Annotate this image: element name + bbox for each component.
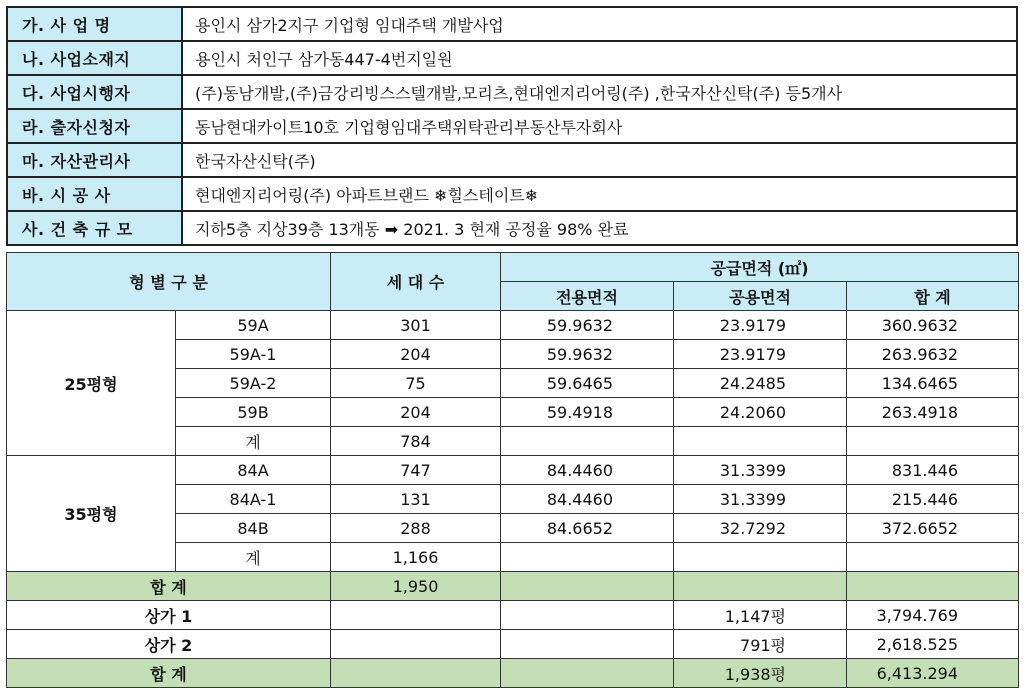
- households: 75: [331, 369, 501, 398]
- total-label: 합 계: [7, 572, 331, 601]
- shop-total-pyeong: 1,938평: [674, 659, 847, 688]
- shop-label: 상가 1: [7, 601, 331, 630]
- unit-type: 59A: [176, 311, 331, 340]
- common-area: 32.7292: [674, 514, 847, 543]
- info-value: 현대엔지리어링(주) 아파트브랜드 ❄힐스테이트❄: [182, 177, 1017, 211]
- group-name: 35평형: [7, 456, 176, 572]
- sum-area: 831.446: [847, 456, 1019, 485]
- empty-cell: [501, 630, 674, 659]
- sum-area: 215.446: [847, 485, 1019, 514]
- empty-cell: [501, 572, 674, 601]
- shop-total-row: [7, 659, 1019, 688]
- common-area: [674, 427, 847, 456]
- exclusive-area: 84.4460: [501, 485, 674, 514]
- unit-type: 84B: [176, 514, 331, 543]
- info-value: (주)동남개발,(주)금강리빙스스텔개발,모리츠,현대엔지리어링(주) ,한국자산신탁(주) 등5개사: [182, 75, 1017, 109]
- exclusive-area: 59.6465: [501, 369, 674, 398]
- header-type: 형 별 구 분: [7, 253, 331, 311]
- info-label: 다. 사업시행자: [7, 75, 182, 109]
- info-row: [7, 143, 1017, 177]
- sum-area: 372.6652: [847, 514, 1019, 543]
- shop-total-label: 합 계: [7, 659, 331, 688]
- info-label: 가. 사 업 명: [7, 7, 182, 41]
- sum-area: [847, 427, 1019, 456]
- info-row: [7, 75, 1017, 109]
- households: 301: [331, 311, 501, 340]
- info-body: [7, 7, 1017, 245]
- unit-type: 59A-2: [176, 369, 331, 398]
- info-label: 마. 자산관리사: [7, 143, 182, 177]
- households: 204: [331, 398, 501, 427]
- shop-sum: 3,794.769: [847, 601, 1019, 630]
- shop-area-pyeong: 791평: [674, 630, 847, 659]
- exclusive-area: 84.4460: [501, 456, 674, 485]
- empty-cell: [331, 630, 501, 659]
- exclusive-area: 59.9632: [501, 340, 674, 369]
- empty-cell: [501, 601, 674, 630]
- empty-cell: [331, 659, 501, 688]
- info-value: 동남현대카이트10호 기업형임대주택위탁관리부동산투자회사: [182, 109, 1017, 143]
- common-area: 24.2060: [674, 398, 847, 427]
- common-area: 23.9179: [674, 340, 847, 369]
- households: 288: [331, 514, 501, 543]
- common-area: 31.3399: [674, 456, 847, 485]
- info-value: 용인시 처인구 삼가동447-4번지일원: [182, 41, 1017, 75]
- info-row: [7, 109, 1017, 143]
- common-area: 23.9179: [674, 311, 847, 340]
- info-value: 한국자산신탁(주): [182, 143, 1017, 177]
- shop-row: [7, 630, 1019, 659]
- sum-area: 134.6465: [847, 369, 1019, 398]
- sum-area: 263.9632: [847, 340, 1019, 369]
- unit-type: 계: [176, 427, 331, 456]
- shop-row: [7, 601, 1019, 630]
- project-info-table: [6, 6, 1018, 246]
- header-households: 세 대 수: [331, 253, 501, 311]
- exclusive-area: 59.4918: [501, 398, 674, 427]
- unit-type: 계: [176, 543, 331, 572]
- info-value: 지하5층 지상39층 13개동 ➡ 2021. 3 현재 공정율 98% 완료: [182, 211, 1017, 245]
- shop-total-sum: 6,413.294: [847, 659, 1019, 688]
- shop-sum: 2,618.525: [847, 630, 1019, 659]
- common-area: 31.3399: [674, 485, 847, 514]
- empty-cell: [674, 572, 847, 601]
- total-households: 1,950: [331, 572, 501, 601]
- info-label: 사. 건 축 규 모: [7, 211, 182, 245]
- grand-total-row: [7, 572, 1019, 601]
- header-supply-area: 공급면적 (㎡): [501, 253, 1019, 282]
- header-exclusive-area: 전용면적: [501, 282, 674, 311]
- info-row: [7, 41, 1017, 75]
- households: 784: [331, 427, 501, 456]
- sum-area: 360.9632: [847, 311, 1019, 340]
- households: 131: [331, 485, 501, 514]
- households: 1,166: [331, 543, 501, 572]
- shop-area-pyeong: 1,147평: [674, 601, 847, 630]
- unit-area-table: [6, 252, 1019, 688]
- empty-cell: [501, 659, 674, 688]
- households: 204: [331, 340, 501, 369]
- header-sum: 합 계: [847, 282, 1019, 311]
- info-row: [7, 211, 1017, 245]
- exclusive-area: [501, 543, 674, 572]
- common-area: [674, 543, 847, 572]
- info-label: 나. 사업소재지: [7, 41, 182, 75]
- sum-area: 263.4918: [847, 398, 1019, 427]
- info-label: 라. 출자신청자: [7, 109, 182, 143]
- exclusive-area: 59.9632: [501, 311, 674, 340]
- shop-label: 상가 2: [7, 630, 331, 659]
- detail-body: [7, 253, 1019, 688]
- empty-cell: [847, 572, 1019, 601]
- sum-area: [847, 543, 1019, 572]
- info-row: [7, 177, 1017, 211]
- table-row: [7, 311, 1019, 340]
- exclusive-area: 84.6652: [501, 514, 674, 543]
- unit-type: 59A-1: [176, 340, 331, 369]
- header-common-area: 공용면적: [674, 282, 847, 311]
- unit-type: 59B: [176, 398, 331, 427]
- households: 747: [331, 456, 501, 485]
- info-row: [7, 7, 1017, 41]
- unit-type: 84A: [176, 456, 331, 485]
- info-label: 바. 시 공 사: [7, 177, 182, 211]
- header-row-1: [7, 253, 1019, 282]
- group-name: 25평형: [7, 311, 176, 456]
- table-row: [7, 456, 1019, 485]
- info-value: 용인시 삼가2지구 기업형 임대주택 개발사업: [182, 7, 1017, 41]
- unit-type: 84A-1: [176, 485, 331, 514]
- common-area: 24.2485: [674, 369, 847, 398]
- exclusive-area: [501, 427, 674, 456]
- empty-cell: [331, 601, 501, 630]
